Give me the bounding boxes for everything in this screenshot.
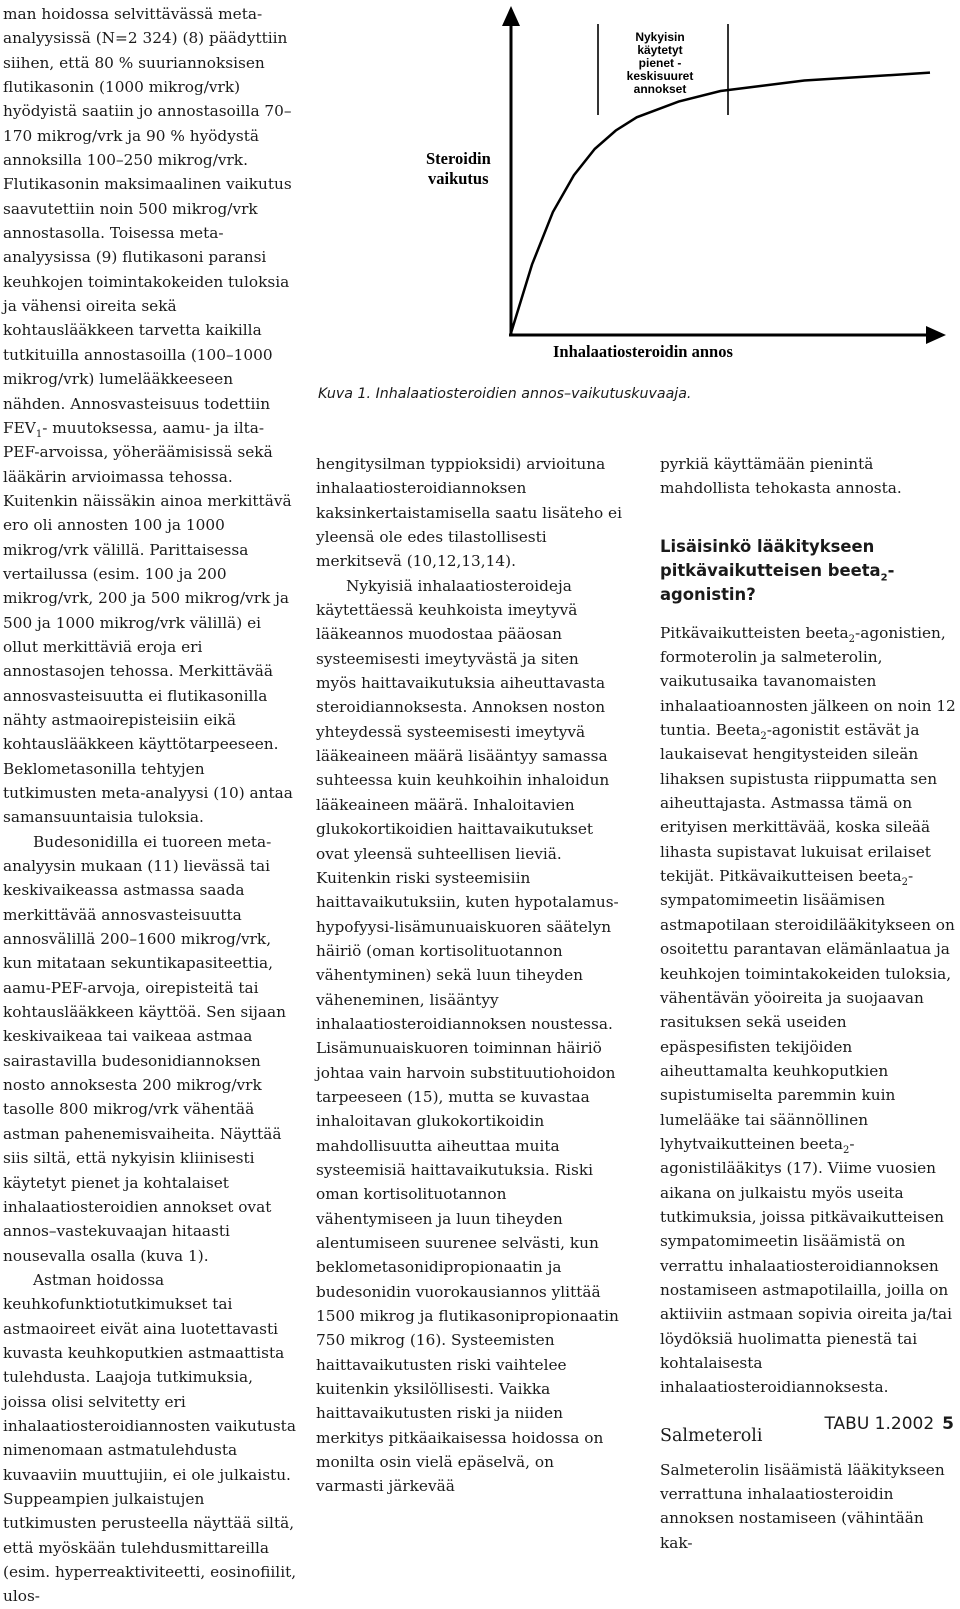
journal-name: TABU 1.2002 — [824, 1414, 935, 1434]
section-heading: Salmeteroli — [660, 1425, 763, 1446]
paragraph — [660, 621, 957, 1400]
annotation-line-3: pienet - — [638, 56, 682, 70]
subscript: 2 — [901, 877, 908, 889]
text-column-1 — [3, 2, 297, 1609]
heading-text: -agonistin? — [660, 560, 895, 604]
text-run: Pitkävaikutteisten beeta — [660, 623, 849, 642]
text-run: -agonistilääkitys (17). Viime vuosien aikana on julkaistu myös useita tutkimuksia, joissa pitkävaikutteisen sympatomimeetin lisäämistä on verrattu inhalaatiosteroidiannoksen nostamiseen astmapotilailla, joilla on aktiiviin astmaan sopivia oireita ja/tai löydöksiä huolimatta pienestä tai kohtalaisesta inhalaatiosteroidiannoksesta. — [660, 1134, 952, 1397]
x-label: Inhalaatiosteroidin annos — [553, 342, 733, 361]
dose-response-curve — [511, 73, 930, 333]
subscript: 1 — [35, 428, 43, 440]
text-run: - muutoksessa, aamu- ja ilta-PEF-arvoissa, yöheräämisissä sekä lääkärin arvioimassa tehossa. Kuitenkin näissäkin ainoa merkittävä ero oli annosten 100 ja 1000 mikrog/vrk välillä. Parittaisessa vertailussa (esim. 100 ja 200 mikrog/vrk, 200 ja 500 mikrog/vrk ja 500 ja 1000 mikrog/vrk välillä) ei ollut merkittäviä eroja eri annostasojen tehossa. Merkittävää annosvasteisuutta ei flutikasonilla nähty astmaoirepisteisiin eikä kohtauslääkkeen käyttötarpeeseen. Beklometasonilla tehtyjen tutkimusten meta-analyysi (10) antaa samansuuntaisia tuloksia. — [3, 418, 293, 827]
section-heading — [660, 535, 957, 607]
text-column-2 — [316, 452, 622, 1499]
text-run: -agonistit estävät ja laukaisevat hengitysteiden sileän lihaksen supistusta riippumatta sen aiheuttajasta. Astmassa tämä on erityisen merkittävää, koska sileää lihasta supistavat lukuisat erilaiset tekijät. Pitkävaikutteisen beeta — [660, 721, 938, 886]
y-label-line-1: Steroidin — [426, 149, 491, 168]
y-axis — [502, 6, 520, 335]
subscript: 2 — [880, 571, 888, 583]
heading-text: Lisäisinkö lääkitykseen pitkävaikutteisen beeta — [660, 536, 881, 580]
subscript: 2 — [842, 1144, 850, 1156]
paragraph: Salmeterolin lisäämistä lääkitykseen verrattuna inhalaatiosteroidin annoksen nostamiseen (vähintään kak- — [660, 1460, 945, 1552]
annotation-bracket — [598, 24, 728, 115]
annotation-line-1: Nykyisin — [635, 30, 685, 44]
annotation-line-4: keskisuuret — [626, 69, 694, 83]
paragraph: Astman hoidossa keuhkofunktiotutkimukset tai astmaoireet eivät aina luotettavasti kuvasta keuhkoputkien astmaattista tulehdusta. Laajoja tutkimuksia, joissa olisi selvitetty eri inhalaatiosteroidiannosten vaikutusta nimenomaan astmatulehdusta kuvaaviin muuttujiin, ei ole julkaistu. Suppeampien julkaistujen tutkimusten perusteella näyttää siltä, että myöskään tulehdusmittareilla (esim. hyperreaktiviteetti, eosinofiilit, ulos- — [3, 1270, 297, 1606]
y-label-line-2: vaikutus — [428, 169, 489, 188]
annotation-line-2: käytetyt — [637, 43, 683, 57]
caption-prefix: Kuva 1. — [318, 386, 372, 402]
text-run: man hoidossa selvittävässä meta-analyysissä (N=2 324) (8) päädyttiin siihen, että 80 % suuriannoksisen flutikasonin (1000 mikrog/vrk) hyödyistä saatiin jo annostasoilla 70–170 mikrog/vrk ja 90 % hyödystä annoksilla 100–250 mikrog/vrk. Flutikasonin maksimaalinen vaikutus saavutettiin noin 500 mikrog/vrk annostasolla. Toisessa meta-analyysissa (9) flutikasoni paransi keuhkojen toimintakokeiden tuloksia ja vähensi oireita sekä kohtauslääkkeen tarvetta kaikilla tutkituilla annostasoilla (100–1000 mikrog/vrk) lumelääkkeeseen nähden. Annosvasteisuus todettiin FEV — [3, 5, 292, 437]
caption-text: Inhalaatiosteroidien annos–vaikutuskuvaaja. — [375, 386, 692, 402]
text-run: -sympatomimeetin lisäämisen astmapotilaan steroidilääkitykseen on osoitettu parantavan elämänlaatua ja keuhkojen toimintakokeiden tuloksia, vähentävän yöoireita ja suojaavan rasituksen sekä useiden epäspesifisten tekijöiden aiheuttamalta keuhkoputkien supistumiselta paremmin kuin lumelääke tai säännöllinen lyhytvaikutteinen beeta — [660, 867, 955, 1153]
page-footer — [824, 1414, 954, 1434]
paragraph: hengitysilman typpioksidi) arvioituna inhalaatiosteroidiannoksen kaksinkertaistamisella saatu lisäteho ei yleensä ole edes tilastollisesti merkitsevä (10,12,13,14). — [316, 455, 623, 571]
figure-caption — [318, 386, 818, 402]
subscript: 2 — [848, 633, 856, 645]
paragraph: Budesonidilla ei tuoreen meta-analyysin mukaan (11) lievässä tai keskivaikeassa astmassa saada merkittävää annosvasteisuutta annosvälillä 200–1600 mikrog/vrk, kun mitataan sekuntikapasiteettia, aamu-PEF-arvoja, oirepisteitä tai kohtauslääkkeen käyttöä. Sen sijaan keskivaikeaa tai vaikeaa astmaa sairastavilla budesonidiannoksen nosto annoksesta 200 mikrog/vrk tasolle 800 mikrog/vrk vähentää astman pahenemisvaiheita. Näyttää siis siltä, että nykyisin kliinisesti käytetyt pienet ja kohtalaiset inhalaatiosteroidien annokset ovat annos–vastekuvaajan hitaasti nousevalla osalla (kuva 1). — [3, 832, 286, 1265]
annotation-line-5: annokset — [633, 82, 687, 96]
x-axis — [509, 326, 946, 344]
paragraph: pyrkiä käyttämään pienintä mahdollista tehokasta annosta. — [660, 455, 902, 498]
text-column-3 — [660, 452, 957, 1555]
page-number: 5 — [942, 1414, 954, 1434]
paragraph — [3, 2, 297, 830]
subscript: 2 — [760, 731, 767, 743]
annotation-label — [627, 30, 694, 96]
paragraph: Nykyisiä inhalaatiosteroideja käytettäessä keuhkoista imeytyvä lääkeannos muodostaa pääosan systeemisesti imeytyvästä ja siten myös haittavaikutuksia aiheuttavasta steroidiannoksesta. Annoksen noston yhteydessä systeemisesti imeytyvä lääkeaineen määrä lisääntyy samassa suhteessa kuin keuhkoihin inhaloidun lääkeaineen määrä. Inhaloitavien glukokortikoidien haittavaikutukset ovat yleensä suhteellisen lieviä. Kuitenkin riski systeemisiin haittavaikutuksiin, kuten hypotalamus-hypofyysi-lisämunuaiskuoren säätelyn häiriö (oman kortisolituotannon vähentyminen) sekä luun tiheyden väheneminen, lisääntyy inhalaatiosteroidiannoksen noustessa. Lisämunuaiskuoren toiminnan häiriö johtaa vain harvoin substituutiohoidon tarpeeseen (15), mutta se kuvastaa inhaloitavan glukokortikoidin mahdollisuutta aiheuttaa muita systeemisiä haittavaikutuksia. Riski oman kortisolituotannon vähentymiseen ja luun tiheyden alentumiseen suurenee selvästi, kun beklometasonidipropionaatin ja budesonidin vuorokausiannos ylittää 1500 mikrog ja flutikasonipropionaatin 750 mikrog (16). Systeemisten haittavaikutusten riski vaihtelee kuitenkin yksilöllisesti. Vaikka haittavaikutusten riski ja niiden merkitys pitkäaikaisessa hoidossa on monilta osin vielä epäselvä, on varmasti järkevää — [316, 576, 619, 1496]
text-run: -agonistien, formoterolin ja salmeterolin, vaikutusaika tavanomaisten inhalaatioannosten jälkeen on noin 12 tuntia. Beeta — [660, 623, 956, 740]
